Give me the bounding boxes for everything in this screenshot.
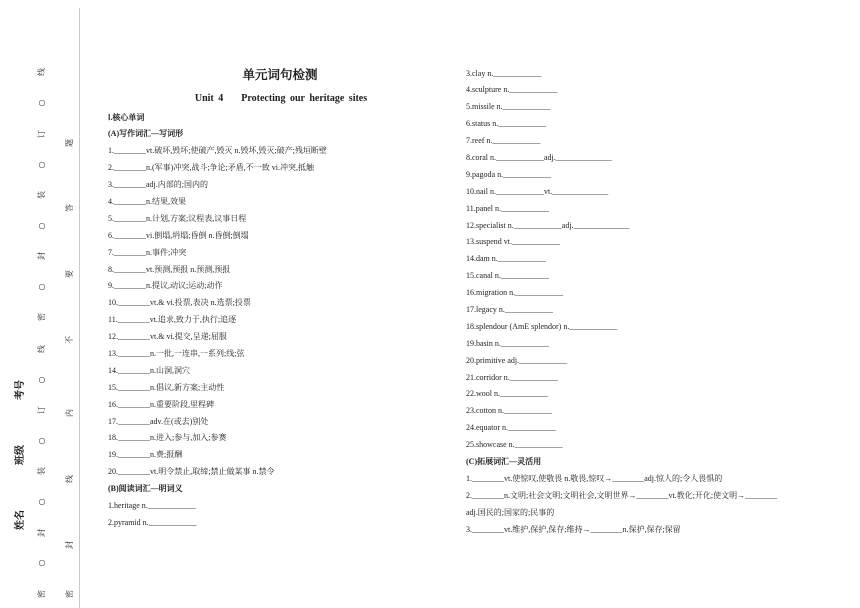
seal-line-char: 装 — [37, 467, 46, 475]
right-column — [466, 66, 846, 539]
unit-subtitle: Unit 4 Protecting our heritage sites — [194, 93, 368, 104]
part-b-item: 14.dam n.____________ — [466, 254, 546, 264]
part-b-item: 3.clay n.____________ — [466, 68, 542, 78]
part-a-item: 8.________vt.预测,预报 n.预测,预报 — [108, 264, 231, 274]
part-a-item: 11.________vt.追求,致力于,执行;追逐 — [108, 315, 237, 325]
notice-char: 线 — [65, 475, 74, 483]
part-a-item: 17.________adv.在(或去)别处 — [108, 416, 209, 426]
part-a-item: 5.________n.计划,方案;议程表,议事日程 — [108, 213, 247, 223]
seal-line-circle: ○ — [37, 99, 46, 107]
part-c-item-continuation: adj.国民的;国家的;民事的 — [466, 507, 555, 517]
seal-line-char: 封 — [37, 252, 46, 260]
part-b-item: 15.canal n.____________ — [466, 271, 549, 281]
part-b-item: 19.basin n.____________ — [466, 338, 549, 348]
notice-char: 内 — [65, 409, 74, 417]
seal-line-char: 封 — [37, 529, 46, 537]
notice-char: 题 — [65, 139, 74, 147]
name-label: 姓名 — [15, 510, 26, 530]
part-b-item: 17.legacy n.____________ — [466, 304, 553, 314]
part-b-heading: (B)阅读词汇—明词义 — [108, 484, 183, 494]
part-b-item: 4.sculpture n.____________ — [466, 85, 558, 95]
part-a-item: 7.________n.事件;冲突 — [108, 247, 187, 257]
part-a-heading: (A)写作词汇—写词形 — [108, 129, 184, 139]
seal-line-char: 订 — [37, 130, 46, 138]
page-title: 单元词句检测 — [242, 68, 318, 82]
seal-line-char: 线 — [37, 345, 46, 353]
part-a-item: 12.________vt.& vi.提交,呈递;屈服 — [108, 332, 227, 342]
seal-line-circle: ○ — [37, 376, 46, 384]
part-b-item: 12.specialist n.____________adj.______________ — [466, 220, 630, 230]
part-a-item: 16.________n.重要阶段,里程碑 — [108, 399, 214, 409]
notice-char: 答 — [65, 204, 74, 212]
notice-char: 不 — [65, 336, 74, 344]
seal-line-char: 装 — [37, 191, 46, 199]
part-a-item: 14.________n.山洞,洞穴 — [108, 365, 190, 375]
section-heading: Ⅰ.核心单词 — [108, 112, 145, 122]
part-a-item: 4.________n.结果,效果 — [108, 196, 186, 206]
part-a-item: 3.________adj.内部的;国内的 — [108, 180, 208, 190]
part-a-item: 9.________n.提议,动议;运动;动作 — [108, 281, 223, 291]
part-a-item: 13.________n.一批,一连串,一系列;线;弦 — [108, 348, 245, 358]
seal-line-circle: ○ — [37, 222, 46, 230]
part-b-item: 5.missile n.____________ — [466, 102, 551, 112]
part-b-item: 23.cotton n.____________ — [466, 406, 552, 416]
notice-char: 密 — [65, 590, 74, 598]
exam-number-label: 考号 — [15, 380, 26, 400]
part-b-item: 20.primitive adj.____________ — [466, 355, 568, 365]
part-c-item: 2.________n.文明;社会文明;文明社会,文明世界→________vt.教化;开化;使文明→________ — [466, 490, 778, 500]
part-b-item: 18.splendour (AmE splendor) n.____________ — [466, 321, 618, 331]
part-a-item: 6.________vi.倒塌,坍塌;昏倒 n.昏倒;倒塌 — [108, 230, 249, 240]
part-b-item: 11.panel n.____________ — [466, 203, 550, 213]
seal-line-circle: ○ — [37, 498, 46, 506]
seal-line-circle: ○ — [37, 283, 46, 291]
part-b-item: 6.status n.____________ — [466, 119, 547, 129]
seal-line-char: 密 — [37, 313, 46, 321]
part-b-item: 10.nail n.____________vt.______________ — [466, 186, 609, 196]
left-column — [108, 110, 448, 532]
seal-line-circle: ○ — [37, 437, 46, 445]
part-c-item: 3.________vt.维护,保护,保存;维持→________n.保护,保存;保留 — [466, 524, 681, 534]
notice-char: 封 — [65, 541, 74, 549]
part-b-item: 8.coral n.____________adj.______________ — [466, 152, 612, 162]
part-b-item: 21.corridor n.____________ — [466, 372, 558, 382]
part-b-item: 13.suspend vt.____________ — [466, 237, 560, 247]
seal-line-circle: ○ — [37, 559, 46, 567]
part-a-item: 2.________n.(军事)冲突,战斗;争论;矛盾,不一致 vi.冲突,抵触 — [108, 163, 314, 173]
part-b-item: 25.showcase n.____________ — [466, 440, 563, 450]
part-a-item: 10.________vt.& vi.投票,表决 n.选票;投票 — [108, 298, 251, 308]
part-a-item: 19.________n.费;报酬 — [108, 450, 183, 460]
binding-divider — [79, 8, 80, 608]
seal-line-char: 订 — [37, 406, 46, 414]
class-label: 班级 — [15, 445, 26, 465]
part-b-item: 22.wool n.____________ — [466, 389, 548, 399]
seal-line-char: 密 — [37, 590, 46, 598]
part-a-item: 1.________vt.破坏,毁坏;使破产,毁灭 n.毁坏,毁灭;破产;残垣断壁 — [108, 146, 327, 156]
notice-char: 要 — [65, 270, 74, 278]
part-b-item: 16.migration n.____________ — [466, 288, 564, 298]
part-a-item: 18.________n.进入;参与,加入;参赛 — [108, 433, 227, 443]
part-b-item: 24.equator n.____________ — [466, 423, 556, 433]
part-b-item: 9.pagoda n.____________ — [466, 169, 552, 179]
part-b-item: 1.heritage n.____________ — [108, 500, 196, 510]
part-a-item: 15.________n.倡议,新方案;主动性 — [108, 382, 225, 392]
part-b-item: 7.reef n.____________ — [466, 136, 541, 146]
seal-line-circle: ○ — [37, 161, 46, 169]
part-b-item: 2.pyramid n.____________ — [108, 517, 197, 527]
part-c-item: 1.________vt.使惊叹,使敬畏 n.敬畏,惊叹→________adj.惊人的;令人畏惧的 — [466, 473, 723, 483]
seal-line-char: 线 — [37, 68, 46, 76]
part-a-item: 20.________vt.明令禁止,取缔;禁止做某事 n.禁令 — [108, 467, 275, 477]
part-c-heading: (C)拓展词汇—灵活用 — [466, 456, 542, 466]
